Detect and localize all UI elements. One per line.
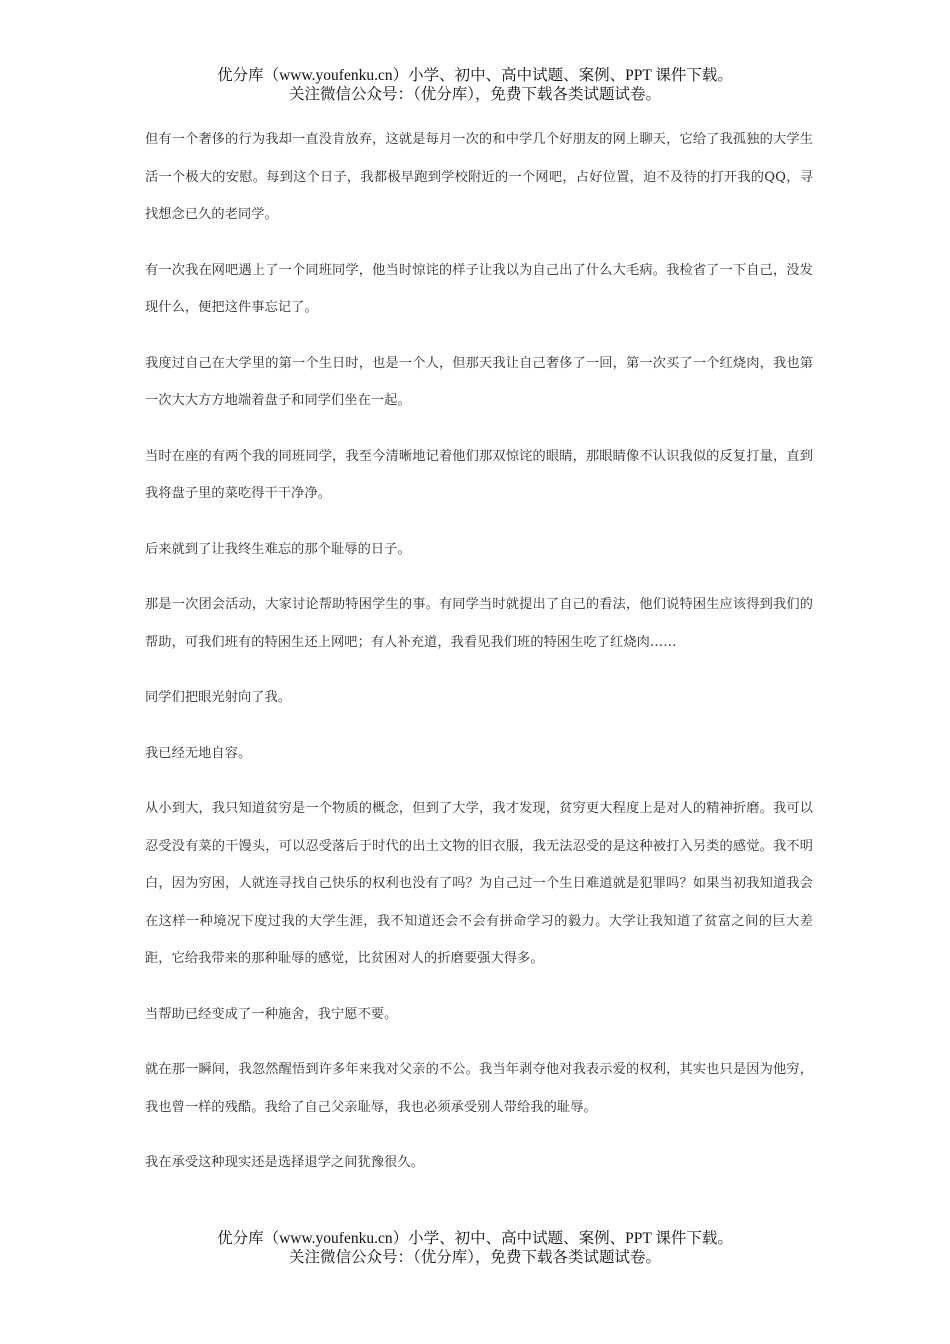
header-line-2: 关注微信公众号：（优分库），免费下载各类试题试卷。 — [288, 86, 661, 103]
footer-line-2: 关注微信公众号：（优分库），免费下载各类试题试卷。 — [288, 1249, 661, 1266]
paragraph-8: 我已经无地自容。 — [145, 745, 252, 761]
paragraph-11: 就在那一瞬间，我忽然醒悟到许多年来我对父亲的不公。我当年剥夺他对我表示爱的权利，其实也只是因为他穷，我也曾一样的残酷。我给了自己父亲耻辱，我也必须承受别人带给我的耻辱。 — [145, 1062, 813, 1115]
page-footer — [0, 1229, 950, 1267]
paragraph-3: 我度过自己在大学里的第一个生日时，也是一个人，但那天我让自己奢侈了一回，第一次买了一个红烧肉，我也第一次大大方方地端着盘子和同学们坐在一起。 — [145, 355, 813, 408]
paragraph-5: 后来就到了让我终生难忘的那个耻辱的日子。 — [145, 541, 411, 557]
paragraph-4: 当时在座的有两个我的同班同学，我至今清晰地记着他们那双惊诧的眼睛，那眼睛像不认识我似的反复打量，直到我将盘子里的菜吃得干干净净。 — [145, 448, 813, 501]
header-line-1: 优分库（www.youfenku.cn）小学、初中、高中试题、案例、PPT 课件下载。 — [217, 67, 733, 84]
page-header — [0, 66, 950, 104]
article-body — [145, 121, 813, 1200]
paragraph-6: 那是一次团会活动，大家讨论帮助特困学生的事。有同学当时就提出了自己的看法，他们说特困生应该得到我们的帮助，可我们班有的特困生还上网吧；有人补充道，我看见我们班的特困生吃了红烧肉…… — [145, 597, 813, 650]
paragraph-2: 有一次我在网吧遇上了一个同班同学，他当时惊诧的样子让我以为自己出了什么大毛病。我检省了一下自己，没发现什么，便把这件事忘记了。 — [145, 262, 813, 315]
paragraph-1: 但有一个奢侈的行为我却一直没肯放弃，这就是每月一次的和中学几个好朋友的网上聊天，它给了我孤独的大学生活一个极大的安慰。每到这个日子，我都极早跑到学校附近的一个网吧，占好位置，迫不及待的打开我的QQ，寻找想念已久的老同学。 — [145, 132, 813, 222]
paragraph-10: 当帮助已经变成了一种施舍，我宁愿不要。 — [145, 1006, 398, 1022]
paragraph-7: 同学们把眼光射向了我。 — [145, 690, 292, 705]
footer-line-1: 优分库（www.youfenku.cn）小学、初中、高中试题、案例、PPT 课件下载。 — [217, 1230, 733, 1247]
paragraph-12: 我在承受这种现实还是选择退学之间犹豫很久。 — [145, 1155, 425, 1170]
paragraph-9: 从小到大，我只知道贫穷是一个物质的概念，但到了大学，我才发现，贫穷更大程度上是对人的精神折磨。我可以忍受没有菜的干馒头，可以忍受落后于时代的出土文物的旧衣服，我无法忍受的是这种被打入另类的感觉。我不明白，因为穷困，人就连寻找自己快乐的权利也没有了吗？为自己过一个生日难道就是犯罪吗？如果当初我知道我会在这样一种境况下度过我的大学生涯，我不知道还会不会有拼命学习的毅力。大学让我知道了贫富之间的巨大差距，它给我带来的那种耻辱的感觉，比贫困对人的折磨要强大得多。 — [145, 801, 813, 966]
